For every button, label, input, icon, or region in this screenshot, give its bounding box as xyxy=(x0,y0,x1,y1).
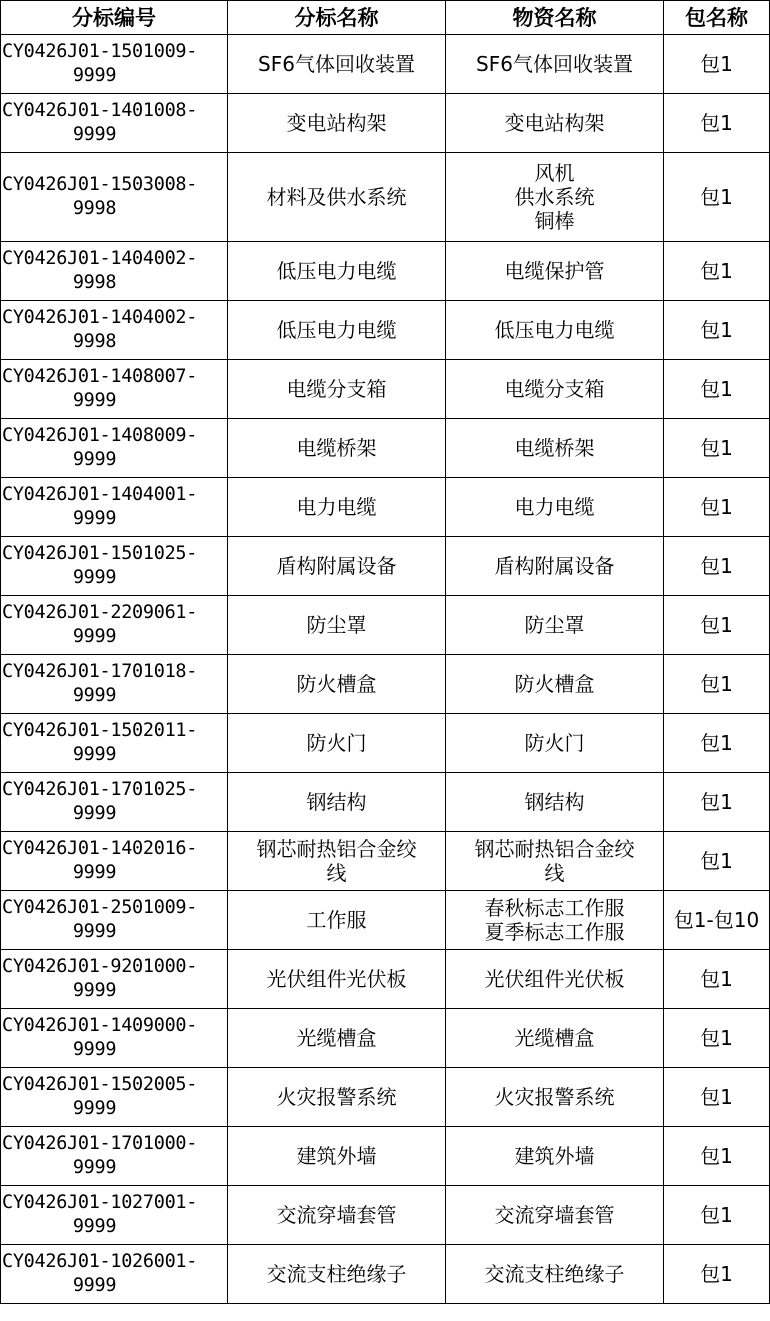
material-name-cell: 电缆保护管 xyxy=(446,242,664,301)
lot-number-line1: CY0426J01-1404002- xyxy=(2,248,198,269)
package-name-cell: 包1-包10 xyxy=(664,891,770,950)
package-name-cell: 包1 xyxy=(664,1068,770,1127)
lot-number-cell xyxy=(1,478,228,537)
table-row xyxy=(1,360,770,419)
lot-number-cell xyxy=(1,419,228,478)
lot-name-cell: 钢结构 xyxy=(228,773,446,832)
lot-number-cell xyxy=(1,655,228,714)
lot-name-cell: 光伏组件光伏板 xyxy=(228,950,446,1009)
lot-number-line2: 9998 xyxy=(72,331,117,352)
lot-number-cell xyxy=(1,714,228,773)
lot-name-cell: 电缆桥架 xyxy=(228,419,446,478)
lot-name-cell: 火灾报警系统 xyxy=(228,1068,446,1127)
table-row xyxy=(1,891,770,950)
lot-name-cell: 电缆分支箱 xyxy=(228,360,446,419)
lot-name-cell: 低压电力电缆 xyxy=(228,301,446,360)
table-row xyxy=(1,153,770,242)
material-name-cell: 低压电力电缆 xyxy=(446,301,664,360)
package-name-cell: 包1 xyxy=(664,655,770,714)
table-row xyxy=(1,1068,770,1127)
package-name-cell: 包1 xyxy=(664,153,770,242)
material-name-cell: 火灾报警系统 xyxy=(446,1068,664,1127)
header-row xyxy=(1,1,770,35)
table-row xyxy=(1,419,770,478)
lot-number-line1: CY0426J01-1701018- xyxy=(2,661,198,682)
lot-name-cell: 防火槽盒 xyxy=(228,655,446,714)
table-row xyxy=(1,242,770,301)
lot-number-line1: CY0426J01-2209061- xyxy=(2,602,198,623)
material-name-cell: 防火门 xyxy=(446,714,664,773)
lot-name-cell: 光缆槽盒 xyxy=(228,1009,446,1068)
lot-number-line1: CY0426J01-1503008- xyxy=(2,174,198,195)
lot-number-line1: CY0426J01-1501025- xyxy=(2,543,198,564)
lot-number-line2: 9999 xyxy=(72,1098,117,1119)
lot-number-line1: CY0426J01-1409000- xyxy=(2,1015,198,1036)
material-name-cell: 春秋标志工作服 夏季标志工作服 xyxy=(446,891,664,950)
header-package-name: 包名称 xyxy=(664,1,770,35)
package-name-cell: 包1 xyxy=(664,360,770,419)
lot-name-cell: 防火门 xyxy=(228,714,446,773)
table-row xyxy=(1,596,770,655)
package-name-cell: 包1 xyxy=(664,35,770,94)
lot-number-line1: CY0426J01-1404002- xyxy=(2,307,198,328)
header-lot-number: 分标编号 xyxy=(1,1,228,35)
package-name-cell: 包1 xyxy=(664,537,770,596)
lot-name-cell: 建筑外墙 xyxy=(228,1127,446,1186)
lot-name-cell: 低压电力电缆 xyxy=(228,242,446,301)
lot-number-cell xyxy=(1,1186,228,1245)
lot-number-cell xyxy=(1,950,228,1009)
lot-number-line1: CY0426J01-1701025- xyxy=(2,779,198,800)
package-name-cell: 包1 xyxy=(664,773,770,832)
package-name-cell: 包1 xyxy=(664,1127,770,1186)
material-name-cell: 钢结构 xyxy=(446,773,664,832)
table-row xyxy=(1,655,770,714)
lot-number-cell xyxy=(1,1245,228,1304)
lot-number-line1: CY0426J01-1027001- xyxy=(2,1192,198,1213)
package-name-cell: 包1 xyxy=(664,714,770,773)
material-name-cell: 防尘罩 xyxy=(446,596,664,655)
package-name-cell: 包1 xyxy=(664,596,770,655)
table-row xyxy=(1,832,770,891)
material-name-cell: 变电站构架 xyxy=(446,94,664,153)
lot-name-cell: 防尘罩 xyxy=(228,596,446,655)
lot-number-line2: 9999 xyxy=(72,626,117,647)
header-material-name: 物资名称 xyxy=(446,1,664,35)
material-name-cell: 电力电缆 xyxy=(446,478,664,537)
table-row xyxy=(1,94,770,153)
material-name-cell: 交流支柱绝缘子 xyxy=(446,1245,664,1304)
lot-number-line1: CY0426J01-1701000- xyxy=(2,1133,198,1154)
table-row xyxy=(1,537,770,596)
lot-number-line1: CY0426J01-1402016- xyxy=(2,838,198,859)
table-row xyxy=(1,35,770,94)
lot-number-line1: CY0426J01-1502005- xyxy=(2,1074,198,1095)
material-name-cell: 电缆分支箱 xyxy=(446,360,664,419)
package-name-cell: 包1 xyxy=(664,242,770,301)
table-row xyxy=(1,773,770,832)
lot-number-line1: CY0426J01-1408007- xyxy=(2,366,198,387)
lot-number-line1: CY0426J01-1501009- xyxy=(2,41,198,62)
lot-name-cell: SF6气体回收装置 xyxy=(228,35,446,94)
lot-number-line2: 9999 xyxy=(72,1039,117,1060)
package-name-cell: 包1 xyxy=(664,1009,770,1068)
table-header xyxy=(1,1,770,35)
material-name-cell: SF6气体回收装置 xyxy=(446,35,664,94)
lot-number-cell xyxy=(1,153,228,242)
lot-name-cell: 电力电缆 xyxy=(228,478,446,537)
package-name-cell: 包1 xyxy=(664,94,770,153)
lot-number-line1: CY0426J01-1404001- xyxy=(2,484,198,505)
material-name-cell: 钢芯耐热铝合金绞 线 xyxy=(446,832,664,891)
material-name-cell: 防火槽盒 xyxy=(446,655,664,714)
table-row xyxy=(1,950,770,1009)
header-lot-name: 分标名称 xyxy=(228,1,446,35)
package-name-cell: 包1 xyxy=(664,1245,770,1304)
table-row xyxy=(1,1186,770,1245)
lot-number-line2: 9998 xyxy=(72,198,117,219)
lot-number-line2: 9999 xyxy=(72,980,117,1001)
lot-number-line2: 9999 xyxy=(72,685,117,706)
lot-number-line2: 9999 xyxy=(72,65,117,86)
lot-number-cell xyxy=(1,35,228,94)
lot-number-cell xyxy=(1,94,228,153)
table-row xyxy=(1,1127,770,1186)
lot-number-line1: CY0426J01-2501009- xyxy=(2,897,198,918)
lot-number-line1: CY0426J01-1502011- xyxy=(2,720,198,741)
lot-number-line2: 9999 xyxy=(72,567,117,588)
package-name-cell: 包1 xyxy=(664,1186,770,1245)
lot-number-line2: 9999 xyxy=(72,508,117,529)
lot-name-cell: 变电站构架 xyxy=(228,94,446,153)
lot-number-line2: 9999 xyxy=(72,1216,117,1237)
package-name-cell: 包1 xyxy=(664,950,770,1009)
lot-number-cell xyxy=(1,242,228,301)
table-row xyxy=(1,301,770,360)
lot-name-cell: 材料及供水系统 xyxy=(228,153,446,242)
lot-number-cell xyxy=(1,1127,228,1186)
lot-number-line2: 9999 xyxy=(72,803,117,824)
lot-number-cell xyxy=(1,1009,228,1068)
package-name-cell: 包1 xyxy=(664,478,770,537)
table-row xyxy=(1,714,770,773)
lot-number-cell xyxy=(1,537,228,596)
lot-number-line2: 9998 xyxy=(72,272,117,293)
lot-number-line2: 9999 xyxy=(72,862,117,883)
material-name-cell: 交流穿墙套管 xyxy=(446,1186,664,1245)
lot-number-cell xyxy=(1,596,228,655)
lot-number-line2: 9999 xyxy=(72,124,117,145)
package-name-cell: 包1 xyxy=(664,301,770,360)
lot-number-line1: CY0426J01-1401008- xyxy=(2,100,198,121)
lot-number-line2: 9999 xyxy=(72,449,117,470)
lot-name-cell: 交流支柱绝缘子 xyxy=(228,1245,446,1304)
package-name-cell: 包1 xyxy=(664,832,770,891)
lot-number-cell xyxy=(1,773,228,832)
lot-number-cell xyxy=(1,360,228,419)
lot-number-cell xyxy=(1,891,228,950)
lot-name-cell: 交流穿墙套管 xyxy=(228,1186,446,1245)
lot-number-cell xyxy=(1,301,228,360)
lot-number-line2: 9999 xyxy=(72,1275,117,1296)
lot-number-line1: CY0426J01-1408009- xyxy=(2,425,198,446)
lot-number-line2: 9999 xyxy=(72,1157,117,1178)
material-name-cell: 盾构附属设备 xyxy=(446,537,664,596)
material-name-cell: 建筑外墙 xyxy=(446,1127,664,1186)
material-name-cell: 光伏组件光伏板 xyxy=(446,950,664,1009)
table-row xyxy=(1,1009,770,1068)
lot-number-line2: 9999 xyxy=(72,744,117,765)
table-body xyxy=(1,35,770,1304)
table-row xyxy=(1,478,770,537)
table-row xyxy=(1,1245,770,1304)
material-name-cell: 风机 供水系统 铜棒 xyxy=(446,153,664,242)
lot-number-line1: CY0426J01-9201000- xyxy=(2,956,198,977)
lot-number-line2: 9999 xyxy=(72,921,117,942)
material-name-cell: 光缆槽盒 xyxy=(446,1009,664,1068)
lot-number-cell xyxy=(1,832,228,891)
lot-number-line1: CY0426J01-1026001- xyxy=(2,1251,198,1272)
lot-name-cell: 盾构附属设备 xyxy=(228,537,446,596)
material-name-cell: 电缆桥架 xyxy=(446,419,664,478)
package-name-cell: 包1 xyxy=(664,419,770,478)
lot-name-cell: 钢芯耐热铝合金绞 线 xyxy=(228,832,446,891)
lot-number-line2: 9999 xyxy=(72,390,117,411)
lot-name-cell: 工作服 xyxy=(228,891,446,950)
lot-number-cell xyxy=(1,1068,228,1127)
